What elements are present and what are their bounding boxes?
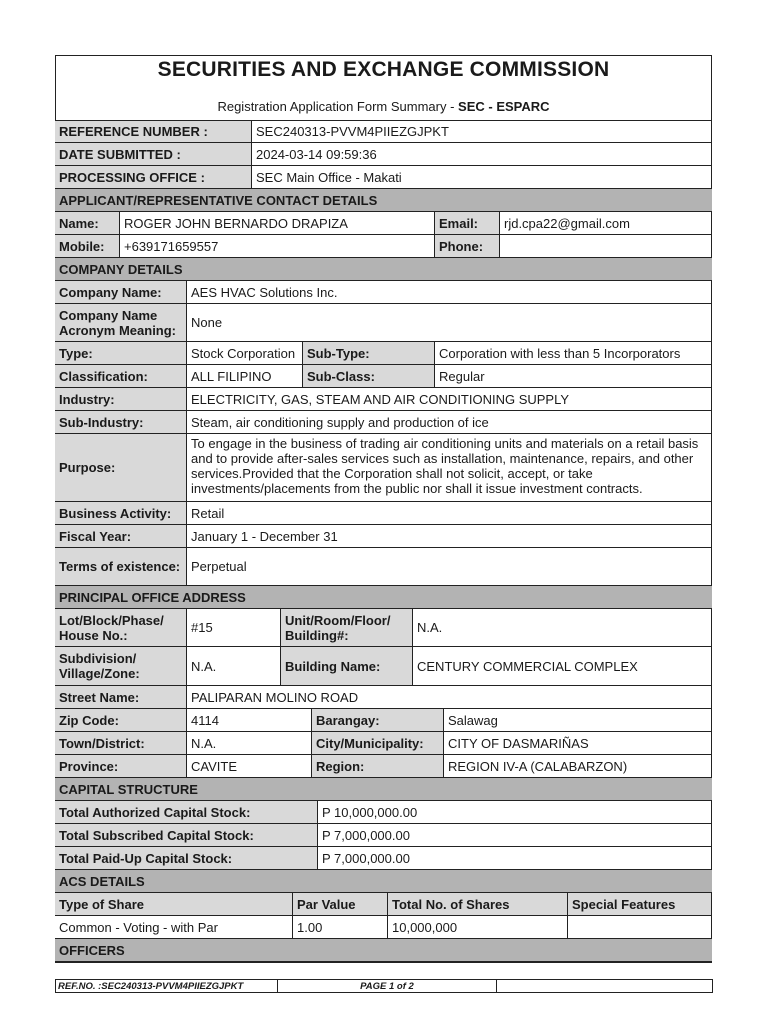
- applicant-email-label: Email:: [435, 212, 500, 235]
- company-industry-value: ELECTRICITY, GAS, STEAM AND AIR CONDITIONING SUPPLY: [187, 388, 712, 411]
- applicant-phone-value: [500, 235, 712, 258]
- address-unit-label: Unit/Room/Floor/ Building#:: [281, 609, 413, 647]
- company-name-value: AES HVAC Solutions Inc.: [187, 281, 712, 304]
- date-submitted-value: 2024-03-14 09:59:36: [252, 143, 712, 166]
- acs-header-par: Par Value: [293, 893, 388, 916]
- address-zip-label: Zip Code:: [55, 709, 187, 732]
- company-type-label: Type:: [55, 342, 187, 365]
- footer-blank: [496, 979, 713, 993]
- applicant-mobile-value: +639171659557: [120, 235, 435, 258]
- applicant-phone-label: Phone:: [435, 235, 500, 258]
- address-barangay-label: Barangay:: [312, 709, 444, 732]
- company-subindustry-value: Steam, air conditioning supply and production of ice: [187, 411, 712, 434]
- applicant-name-label: Name:: [55, 212, 120, 235]
- reference-number-label: REFERENCE NUMBER :: [55, 120, 252, 143]
- capital-subscribed-value: P 7,000,000.00: [318, 824, 712, 847]
- capital-subscribed-label: Total Subscribed Capital Stock:: [55, 824, 318, 847]
- capital-paidup-label: Total Paid-Up Capital Stock:: [55, 847, 318, 870]
- company-type-value: Stock Corporation: [187, 342, 303, 365]
- address-town-label: Town/District:: [55, 732, 187, 755]
- processing-office-value: SEC Main Office - Makati: [252, 166, 712, 189]
- address-province-label: Province:: [55, 755, 187, 778]
- address-barangay-value: Salawag: [444, 709, 712, 732]
- address-zip-value: 4114: [187, 709, 312, 732]
- address-lot-value: #15: [187, 609, 281, 647]
- address-subdivision-label: Subdivision/ Village/Zone:: [55, 647, 187, 686]
- section-company: COMPANY DETAILS: [55, 258, 712, 281]
- address-building-value: CENTURY COMMERCIAL COMPLEX: [413, 647, 712, 686]
- address-subdivision-value: N.A.: [187, 647, 281, 686]
- company-purpose-label: Purpose:: [55, 434, 187, 502]
- applicant-mobile-label: Mobile:: [55, 235, 120, 258]
- section-officers: OFFICERS: [55, 939, 712, 962]
- acs-row-features: [568, 916, 712, 939]
- company-activity-value: Retail: [187, 502, 712, 525]
- company-terms-value: Perpetual: [187, 548, 712, 586]
- address-lot-label: Lot/Block/Phase/ House No.:: [55, 609, 187, 647]
- section-capital: CAPITAL STRUCTURE: [55, 778, 712, 801]
- address-street-value: PALIPARAN MOLINO ROAD: [187, 686, 712, 709]
- date-submitted-label: DATE SUBMITTED :: [55, 143, 252, 166]
- reference-number-value: SEC240313-PVVM4PIIEZGJPKT: [252, 120, 712, 143]
- company-purpose-value: To engage in the business of trading air conditioning units and materials on a retail basis and to provide after-sales services such as installation, maintenance, repairs, and other services.Provided that the Corporation shall not solicit, accept, or take investments/placements from the public nor shall it issue investment contracts.: [187, 434, 712, 502]
- address-street-label: Street Name:: [55, 686, 187, 709]
- address-building-label: Building Name:: [281, 647, 413, 686]
- company-acronym-value: None: [187, 304, 712, 342]
- company-fiscal-label: Fiscal Year:: [55, 525, 187, 548]
- company-subindustry-label: Sub-Industry:: [55, 411, 187, 434]
- company-activity-label: Business Activity:: [55, 502, 187, 525]
- acs-row-type: Common - Voting - with Par: [55, 916, 293, 939]
- section-address: PRINCIPAL OFFICE ADDRESS: [55, 586, 712, 609]
- acs-row-par: 1.00: [293, 916, 388, 939]
- capital-paidup-value: P 7,000,000.00: [318, 847, 712, 870]
- page-title: SECURITIES AND EXCHANGE COMMISSION: [157, 58, 610, 81]
- subtitle-system: SEC - ESPARC: [458, 99, 550, 114]
- form-subtitle: [55, 99, 712, 114]
- company-acronym-label: Company Name Acronym Meaning:: [55, 304, 187, 342]
- acs-header-features: Special Features: [568, 893, 712, 916]
- company-subtype-label: Sub-Type:: [303, 342, 435, 365]
- address-province-value: CAVITE: [187, 755, 312, 778]
- address-region-label: Region:: [312, 755, 444, 778]
- address-town-value: N.A.: [187, 732, 312, 755]
- address-region-value: REGION IV-A (CALABARZON): [444, 755, 712, 778]
- applicant-name-value: ROGER JOHN BERNARDO DRAPIZA: [120, 212, 435, 235]
- capital-authorized-label: Total Authorized Capital Stock:: [55, 801, 318, 824]
- company-industry-label: Industry:: [55, 388, 187, 411]
- section-applicant: APPLICANT/REPRESENTATIVE CONTACT DETAILS: [55, 189, 712, 212]
- company-subclass-value: Regular: [435, 365, 712, 388]
- footer-reference: REF.NO. :SEC240313-PVVM4PIIEZGJPKT: [55, 979, 278, 993]
- company-fiscal-value: January 1 - December 31: [187, 525, 712, 548]
- company-classification-value: ALL FILIPINO: [187, 365, 303, 388]
- capital-authorized-value: P 10,000,000.00: [318, 801, 712, 824]
- company-terms-label: Terms of existence:: [55, 548, 187, 586]
- section-acs: ACS DETAILS: [55, 870, 712, 893]
- acs-header-type: Type of Share: [55, 893, 293, 916]
- company-name-label: Company Name:: [55, 281, 187, 304]
- acs-header-shares: Total No. of Shares: [388, 893, 568, 916]
- footer-page-number: PAGE 1 of 2: [277, 979, 497, 993]
- address-city-value: CITY OF DASMARIÑAS: [444, 732, 712, 755]
- applicant-email-value: rjd.cpa22@gmail.com: [500, 212, 712, 235]
- company-subtype-value: Corporation with less than 5 Incorporators: [435, 342, 712, 365]
- processing-office-label: PROCESSING OFFICE :: [55, 166, 252, 189]
- address-city-label: City/Municipality:: [312, 732, 444, 755]
- company-classification-label: Classification:: [55, 365, 187, 388]
- address-unit-value: N.A.: [413, 609, 712, 647]
- subtitle-text: Registration Application Form Summary -: [217, 99, 459, 114]
- acs-row-shares: 10,000,000: [388, 916, 568, 939]
- company-subclass-label: Sub-Class:: [303, 365, 435, 388]
